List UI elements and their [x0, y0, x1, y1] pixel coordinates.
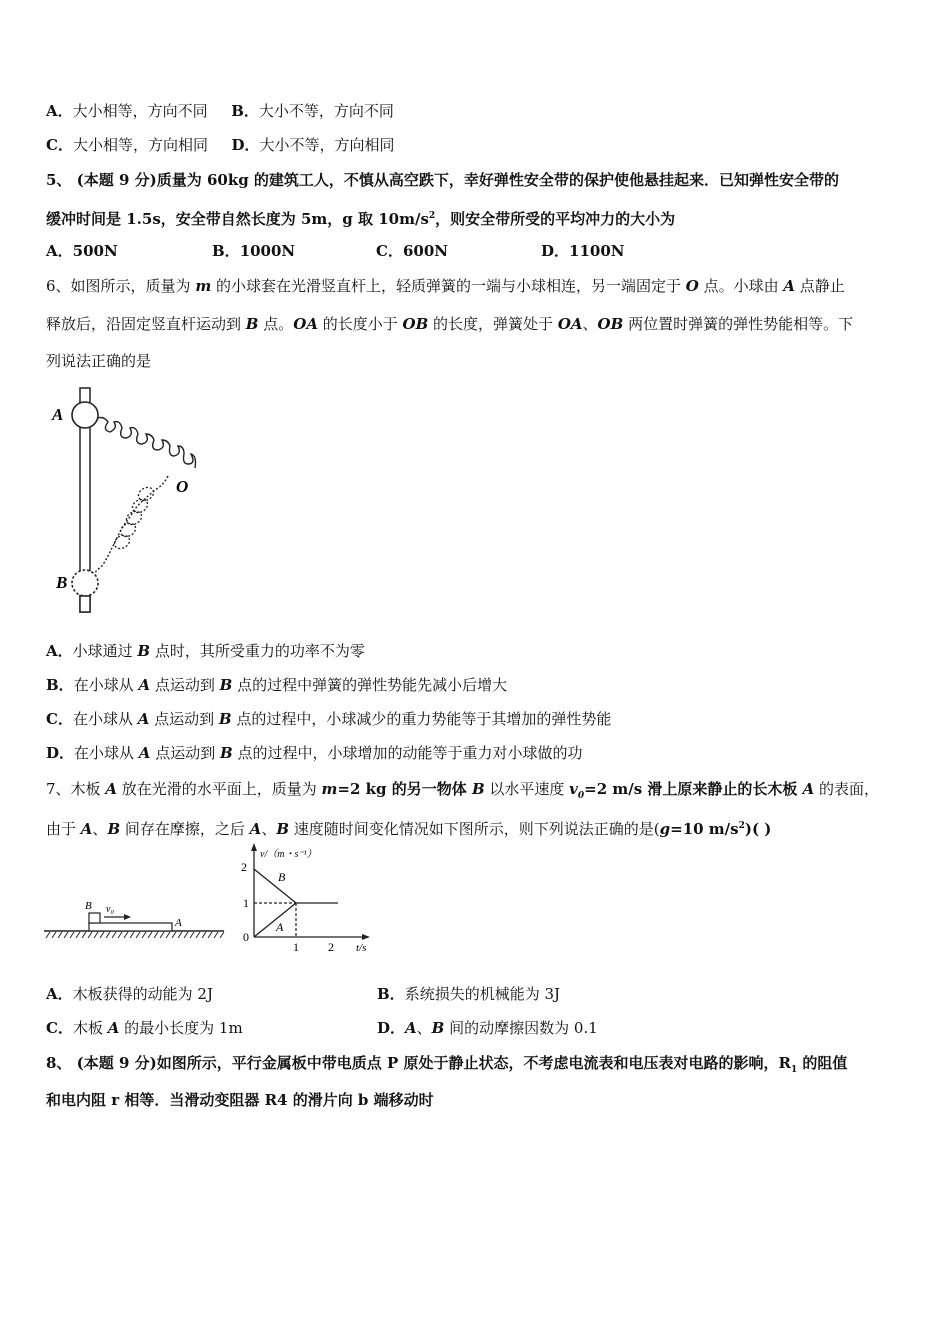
var-a: A: [107, 1019, 120, 1037]
q8-stem-line-1: [46, 1053, 847, 1080]
var-b: B: [137, 642, 151, 660]
q7-text: 以水平速度: [484, 780, 570, 798]
q4-option-c-label: C．: [46, 136, 73, 154]
velocity-arrow-icon: [124, 914, 131, 920]
q6-option-a-label: A．: [46, 642, 73, 660]
series-b-label: B: [278, 870, 286, 884]
x-tick-2: 2: [328, 940, 334, 954]
q5-option-b-label: B．: [212, 242, 240, 260]
q7-option-text: 、: [416, 1019, 432, 1037]
q7-option-d: [377, 1018, 598, 1038]
q6-text: 点静止: [795, 277, 845, 295]
label-a: A: [175, 917, 182, 929]
var-a: A: [802, 780, 815, 798]
subscript: 1: [790, 1065, 798, 1075]
ball-b: [72, 570, 98, 596]
q6-option-text: 点运动到: [149, 710, 219, 728]
label-o: O: [176, 477, 189, 496]
q5-superscript: 2: [428, 211, 436, 221]
q6-var-oa: OA: [293, 315, 318, 333]
q7-option-text: 间的动摩擦因数为 0.1: [444, 1019, 598, 1037]
q6-var-a: A: [783, 277, 795, 295]
q7-text: 速度随时间变化情况如下图所示，则下列说法正确的是(: [289, 820, 660, 838]
q6-option-c-label: C．: [46, 710, 73, 728]
series-a-label: A: [276, 920, 284, 934]
y-tick-1: 1: [243, 896, 249, 910]
q7-text: 放在光滑的水平面上，质量为: [116, 780, 322, 798]
q7-text: 的表面，: [814, 780, 880, 798]
var-v0: v: [569, 780, 578, 798]
q4-option-a-label: A．: [46, 102, 73, 120]
label-b: B: [85, 900, 92, 912]
q4-option-a-text: 大小相等，方向不同: [72, 102, 208, 120]
q6-var-o: O: [685, 277, 699, 295]
q5-option-c-text: 600N: [402, 242, 448, 260]
q7-board-figure: [44, 890, 228, 944]
q6-text: 点。小球由: [698, 277, 784, 295]
q6-option-c: [46, 709, 611, 729]
q6-var-m: m: [195, 277, 212, 295]
spring-at-b: [90, 476, 168, 580]
q6-option-text: 在小球从: [72, 710, 138, 728]
q6-option-d-label: D．: [46, 744, 75, 762]
q7-text: 、: [92, 820, 108, 838]
var-a: A: [80, 820, 93, 838]
q6-text: 两位置时弹簧的弹性势能相等。下: [623, 315, 854, 333]
q6-text: 的长度，弹簧处于: [428, 315, 558, 333]
superscript: 2: [738, 821, 745, 831]
q6-text: 的小球套在光滑竖直杆上，轻质弹簧的一端与小球相连，另一端固定于: [211, 277, 686, 295]
q6-var-ob: OB: [597, 315, 624, 333]
q6-option-b-label: B．: [46, 676, 74, 694]
q6-text: 释放后，沿固定竖直杆运动到: [46, 315, 246, 333]
var-g: g: [659, 820, 671, 838]
var-b: B: [471, 780, 485, 798]
q7-text: =2 kg 的另一物体: [337, 780, 472, 798]
y-tick-0: 0: [243, 930, 249, 944]
var-b: B: [219, 676, 233, 694]
q6-stem-line-2: [46, 314, 853, 334]
var-b: B: [219, 744, 233, 762]
q4-options-row-1: [46, 101, 394, 121]
x-axis-label: t/s: [356, 942, 367, 954]
q7-option-b-text: 系统损失的机械能为 3J: [404, 985, 561, 1003]
q7-stem-line-2: [46, 816, 771, 839]
q4-option-b-text: 大小不等，方向不同: [258, 102, 394, 120]
q7-text: 7、木板: [46, 780, 106, 798]
q5-option-d: [541, 241, 624, 261]
var-a: A: [137, 710, 150, 728]
q7-vt-chart: [238, 843, 378, 955]
q6-option-b: [46, 675, 507, 695]
q6-spring-rod-figure: [44, 384, 204, 620]
q5-text: 缓冲时间是 1.5s，安全带自然长度为 5m，g 取 10m/s: [46, 210, 429, 228]
q5-option-d-label: D．: [541, 242, 570, 260]
q6-option-d: [46, 743, 582, 763]
q5-stem-line-1: 5、 (本题 9 分)质量为 60kg 的建筑工人，不慎从高空跌下，幸好弹性安全带的保护使他悬挂起来．已知弹性安全带的: [46, 171, 839, 189]
series-a-line: [254, 903, 296, 937]
q7-option-b-label: B．: [377, 985, 405, 1003]
x-tick-1: 1: [293, 940, 299, 954]
q6-var-ob: OB: [402, 315, 429, 333]
q7-option-b: [377, 984, 560, 1004]
q6-text: 、: [582, 315, 598, 333]
q6-option-text: 点的过程中，小球减少的重力势能等于其增加的弹性势能: [231, 710, 612, 728]
q6-option-text: 小球通过: [72, 642, 138, 660]
q6-option-text: 在小球从: [73, 676, 139, 694]
q7-option-c-label: C．: [46, 1019, 73, 1037]
q4-option-d-text: 大小不等，方向相同: [259, 136, 395, 154]
q5-stem-line-2: [46, 206, 675, 229]
var-a: A: [138, 744, 151, 762]
q6-var-oa: OA: [557, 315, 583, 333]
q6-option-text: 点的过程中，小球增加的动能等于重力对小球做的功: [232, 744, 583, 762]
q6-var-b: B: [245, 315, 259, 333]
var-m: m: [321, 780, 338, 798]
var-a: A: [249, 820, 262, 838]
q6-stem-line-1: [46, 276, 845, 296]
var-v0-sub: 0: [577, 791, 585, 801]
q8-text: 的阻值: [797, 1054, 848, 1072]
var-b: B: [107, 820, 121, 838]
q7-option-d-label: D．: [377, 1019, 406, 1037]
q6-option-a: [46, 641, 365, 661]
var-a: A: [105, 780, 117, 798]
q5-text-end: ，则安全带所受的平均冲力的大小为: [435, 210, 676, 228]
var-a: A: [138, 676, 151, 694]
q5-option-b: [212, 241, 295, 261]
q7-text: 由于: [46, 820, 81, 838]
q6-option-text: 点时，其所受重力的功率不为零: [150, 642, 365, 660]
q5-option-a-text: 500N: [72, 242, 118, 260]
label-v0: v₀: [106, 904, 114, 915]
q7-text: 间存在摩擦，之后: [120, 820, 250, 838]
q6-text: 点。: [258, 315, 294, 333]
q7-option-text: 木板: [72, 1019, 108, 1037]
y-axis-label: v/（m・s⁻¹）: [260, 849, 317, 860]
q5-option-c: [376, 241, 448, 261]
var-b: B: [431, 1019, 445, 1037]
q6-option-text: 点运动到: [150, 676, 220, 694]
block-b: [89, 913, 100, 923]
q7-option-a-label: A．: [46, 985, 73, 1003]
q7-option-a: [46, 984, 213, 1004]
q7-text: =2 m/s 滑上原来静止的长木板: [584, 780, 803, 798]
q6-option-text: 点运动到: [150, 744, 220, 762]
q6-text: 的长度小于: [317, 315, 403, 333]
y-axis-arrow-icon: [251, 843, 257, 851]
q6-option-text: 点的过程中弹簧的弹性势能先减小后增大: [232, 676, 508, 694]
var-a: A: [405, 1019, 417, 1037]
q5-option-c-label: C．: [376, 242, 403, 260]
q6-stem-line-3: 列说法正确的是: [46, 352, 152, 370]
q6-option-text: 在小球从: [74, 744, 139, 762]
q5-option-a-label: A．: [46, 242, 73, 260]
var-b: B: [218, 710, 232, 728]
series-b-line: [254, 869, 338, 903]
q7-stem-line-1: [46, 779, 879, 806]
y-tick-2: 2: [241, 860, 247, 874]
q8-text: 8、 (本题 9 分)如图所示，平行金属板中带电质点 P 原处于静止状态，不考虑电流表和电压表对电路的影响，R: [46, 1054, 791, 1072]
q4-option-b-label: B．: [231, 102, 259, 120]
spring-at-a: [98, 418, 196, 469]
q7-text: )( ): [744, 820, 772, 838]
x-axis-arrow-icon: [362, 934, 370, 940]
board-a: [89, 923, 172, 931]
ball-a: [72, 402, 98, 428]
label-b: B: [56, 573, 68, 592]
q8-stem-line-2: 和电内阻 r 相等．当滑动变阻器 R4 的滑片向 b 端移动时: [46, 1091, 434, 1109]
q5-option-b-text: 1000N: [239, 242, 296, 260]
q5-option-d-text: 1100N: [569, 242, 625, 260]
q7-option-text: 的最小长度为 1m: [119, 1019, 243, 1037]
q7-text: =10 m/s: [670, 820, 739, 838]
q4-option-d-label: D．: [231, 136, 260, 154]
q5-option-a: [46, 241, 118, 261]
q4-options-row-2: [46, 135, 395, 155]
q7-text: 、: [261, 820, 277, 838]
q7-option-a-text: 木板获得的动能为 2J: [72, 985, 213, 1003]
q6-text: 6、如图所示，质量为: [46, 277, 196, 295]
label-a: A: [52, 405, 64, 424]
q4-option-c-text: 大小相等，方向相同: [72, 136, 208, 154]
var-b: B: [276, 820, 290, 838]
q7-option-c: [46, 1018, 243, 1038]
